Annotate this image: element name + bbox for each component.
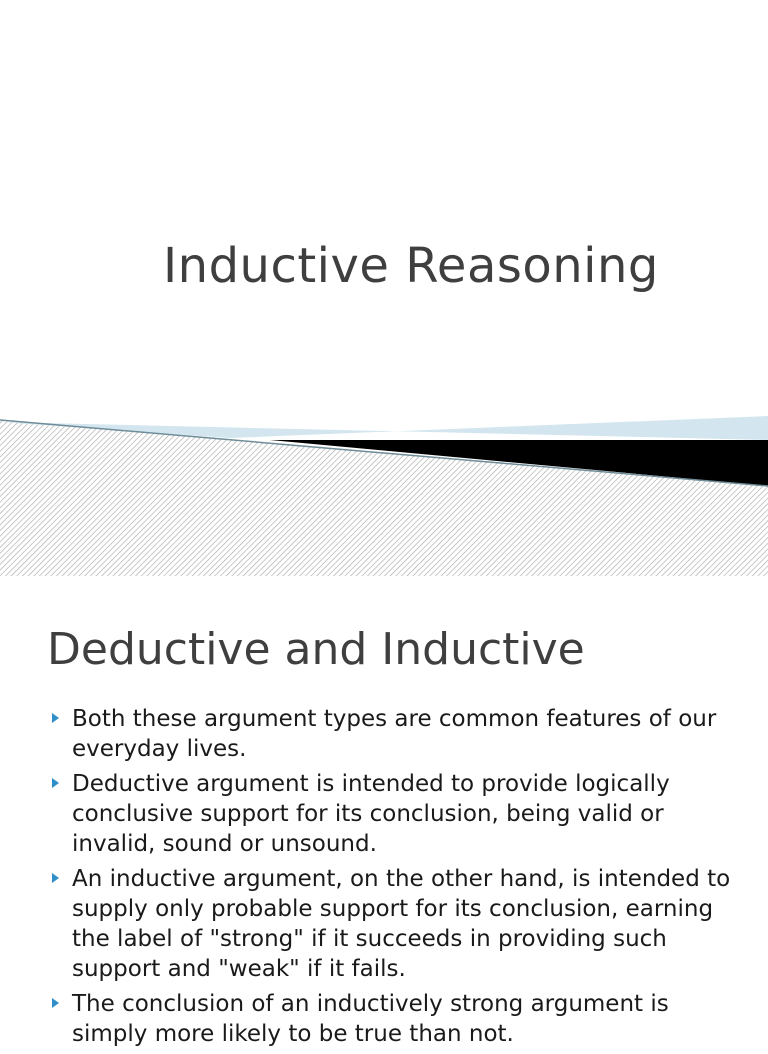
triangle-bullet-icon: [52, 873, 59, 883]
bullet-text: An inductive argument, on the other hand, is intended to supply only probable support for its conclusion, earning the label of "strong" if it succeeds in providing such support and "weak" if it fails.: [72, 866, 731, 982]
slide-title: Inductive Reasoning: [163, 238, 659, 294]
bullet-item: [52, 989, 732, 1049]
content-slide: [0, 576, 768, 1047]
triangle-bullet-icon: [52, 998, 59, 1008]
bullet-list: [52, 704, 732, 1054]
triangle-bullet-icon: [52, 778, 59, 788]
bullet-text: Both these argument types are common features of our everyday lives.: [72, 706, 717, 762]
bullet-item: [52, 704, 732, 764]
bullet-item: [52, 864, 732, 984]
bullet-item: [52, 769, 732, 859]
triangle-bullet-icon: [52, 713, 59, 723]
bullet-text: The conclusion of an inductively strong argument is simply more likely to be true than not.: [72, 991, 669, 1047]
bullet-text: Deductive argument is intended to provide logically conclusive support for its conclusion, being valid or invalid, sound or unsound.: [72, 771, 670, 857]
decorative-band: [0, 400, 768, 576]
content-slide-title: Deductive and Inductive: [47, 624, 585, 675]
